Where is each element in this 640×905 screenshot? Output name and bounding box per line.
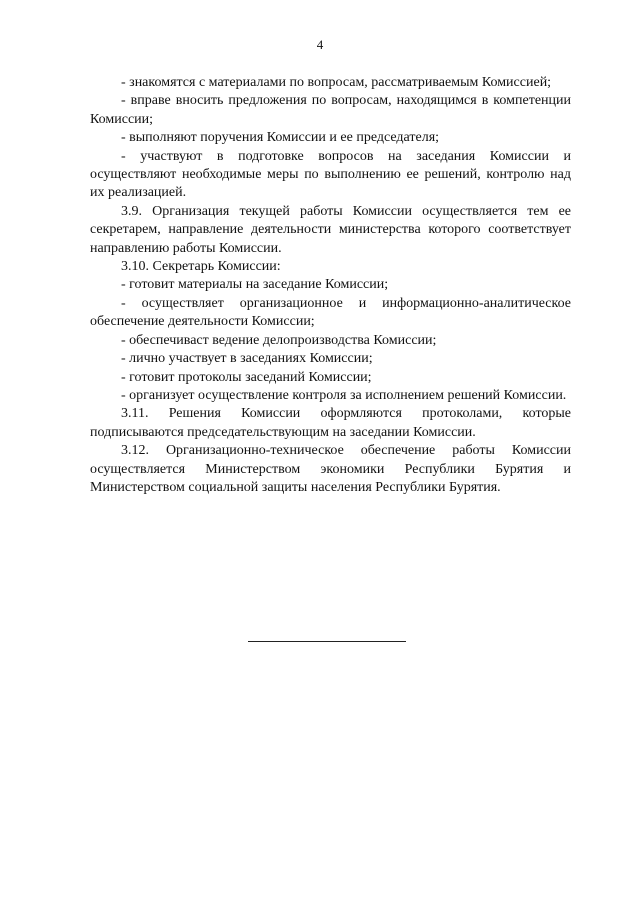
paragraph-participate-preparation: - участвуют в подготовке вопросов на заседания Комиссии и осуществляют необходимые меры по выполнению ее решений, контролю над их реализацией.	[90, 148, 571, 201]
paragraph-attends-meetings: - лично участвует в заседаниях Комиссии;	[121, 351, 373, 367]
paragraph-3-10-heading: 3.10. Секретарь Комиссии:	[121, 259, 281, 275]
paragraph-propose: - вправе вносить предложения по вопросам, находящимся в компетенции Комиссии;	[90, 93, 571, 127]
page-number: 4	[316, 37, 324, 52]
paragraph-3-11: 3.11. Решения Комиссии оформляются протоколами, которые подписываются председательствующим на заседании Комиссии.	[90, 406, 571, 440]
end-separator-line	[248, 641, 406, 642]
paragraph-record-keeping: - обеспечиваст ведение делопроизводства Комиссии;	[121, 332, 437, 348]
paragraph-prepares-minutes: - готовит протоколы заседаний Комиссии;	[121, 369, 372, 385]
paragraph-organizational-support: - осуществляет организационное и информационно-аналитическое обеспечение деятельности Комиссии;	[90, 295, 571, 330]
paragraph-execute-orders: - выполняют поручения Комиссии и ее председателя;	[121, 130, 440, 146]
document-body	[90, 74, 571, 497]
paragraph-3-9: 3.9. Организация текущей работы Комиссии осуществляется тем ее секретарем, направление деятельности министерства которого соответствует направлению работы Комиссии.	[90, 203, 571, 256]
paragraph-familiarize: - знакомятся с материалами по вопросам, рассматриваемым Комиссией;	[121, 75, 552, 90]
paragraph-3-12: 3.12. Организационно-техническое обеспечение работы Комиссии осуществляется Министерством экономики Республики Бурятия и Министерством социальной защиты населения Республики Бурятия.	[90, 443, 571, 495]
paragraph-prepares-materials: - готовит материалы на заседание Комиссии;	[121, 277, 389, 293]
paragraph-organizes-control: - организует осуществление контроля за исполнением решений Комиссии.	[121, 387, 567, 403]
